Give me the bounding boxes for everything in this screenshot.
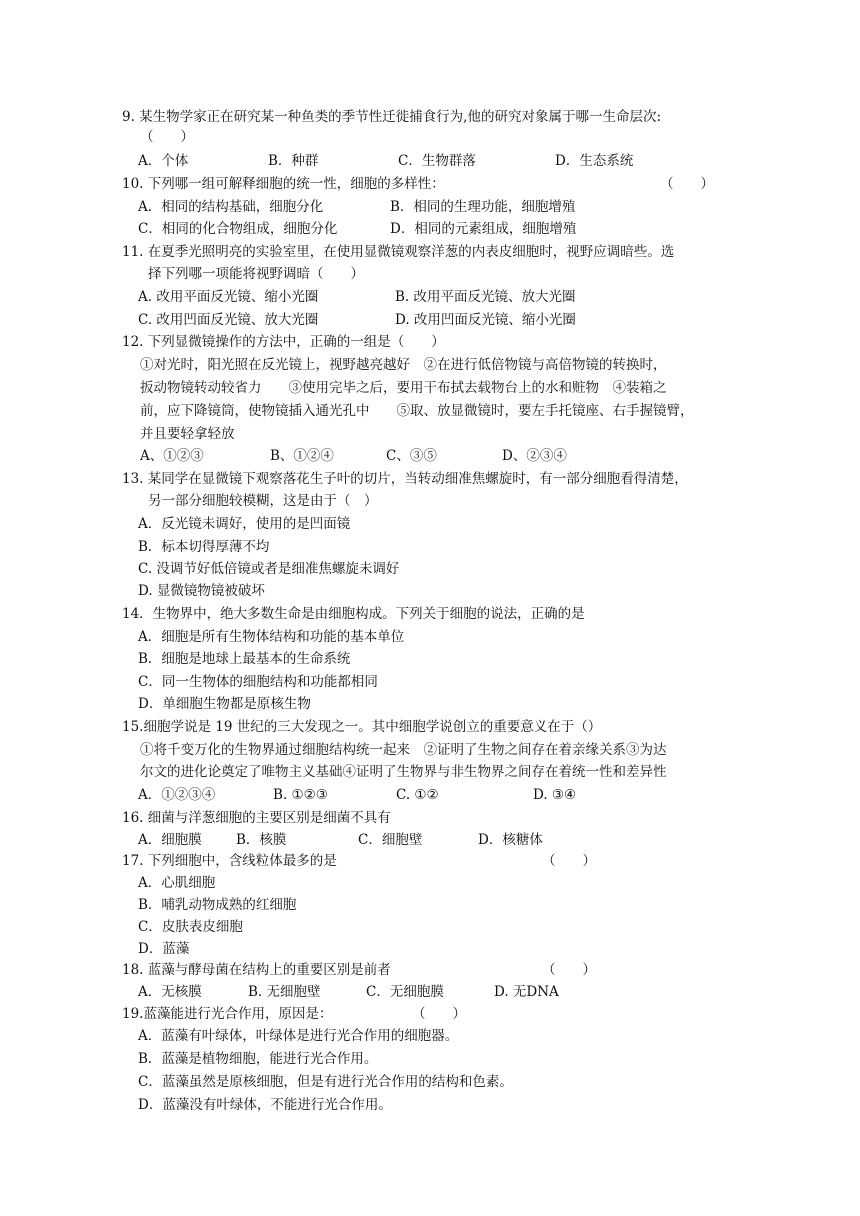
question-17-option-c: C．皮肤表皮细胞 <box>138 919 243 935</box>
question-10-answer-blank: （ ） <box>660 176 714 192</box>
question-15-option-d: D. ③④ <box>533 787 577 803</box>
question-10-option-d: D．相同的元素组成，细胞增殖 <box>390 221 577 237</box>
question-19-option-b: B．蓝藻是植物细胞，能进行光合作用。 <box>138 1051 378 1067</box>
question-9-option-d: D．生态系统 <box>555 153 634 169</box>
question-9-option-c: C．生物群落 <box>398 153 476 169</box>
question-15-statement-line: ①将千变万化的生物界通过细胞结构统一起来 ②证明了生物之间存在着亲缘关系③为达 <box>140 742 667 758</box>
question-14-option-b: B．细胞是地球上最基本的生命系统 <box>138 651 351 667</box>
question-16-stem: 16. 细菌与洋葱细胞的主要区别是细菌不具有 <box>122 810 391 826</box>
question-15-statement-line: 尔文的进化论奠定了唯物主义基础④证明了生物界与非生物界之间存在着统一性和差异性 <box>140 764 667 780</box>
question-13-stem-continued: 另一部分细胞较模糊，这是由于（ ） <box>148 493 378 509</box>
question-12-option-c: C、③⑤ <box>386 448 437 464</box>
question-17-option-b: B．哺乳动物成熟的红细胞 <box>138 897 297 913</box>
question-11-option-d: D. 改用凹面反光镜、缩小光圈 <box>395 312 576 328</box>
question-17-stem: 17. 下列细胞中，含线粒体最多的是 <box>122 853 337 869</box>
question-11-option-c: C. 改用凹面反光镜、放大光圈 <box>138 312 319 328</box>
question-11-option-b: B. 改用平面反光镜、放大光圈 <box>395 289 576 305</box>
question-17-answer-blank: （ ） <box>542 853 596 869</box>
question-12-stem: 12. 下列显微镜操作的方法中，正确的一组是（ ） <box>122 334 445 350</box>
question-15-option-c: C. ①② <box>396 787 439 803</box>
question-12-statement-line: ①对光时，阳光照在反光镜上，视野越亮越好 ②在进行低倍物镜与高倍物镜的转换时， <box>140 357 667 373</box>
question-13-option-b: B．标本切得厚薄不均 <box>138 539 270 555</box>
question-16-option-b: B．核膜 <box>236 832 287 848</box>
question-11-stem-continued: 择下列哪一项能将视野调暗（ ） <box>148 266 364 282</box>
question-9-answer-blank: （ ） <box>140 129 194 145</box>
question-14-option-d: D．单细胞生物都是原核生物 <box>138 696 311 712</box>
question-13-option-d: D. 显微镜物镜被破坏 <box>138 583 265 599</box>
question-17-option-d: D．蓝藻 <box>138 941 190 957</box>
question-11-stem: 11. 在夏季光照明亮的实验室里，在使用显微镜观察洋葱的内表皮细胞时，视野应调暗些。选 <box>122 244 675 260</box>
question-12-statement-line: 扳动物镜转动较省力 ③使用完毕之后，要用干布拭去载物台上的水和赃物 ④装箱之 <box>140 380 667 396</box>
question-15-option-a: A．①②③④ <box>138 787 216 803</box>
question-10-stem: 10. 下列哪一组可解释细胞的统一性，细胞的多样性： <box>122 176 445 192</box>
question-9-option-b: B．种群 <box>268 153 319 169</box>
question-16-option-d: D．核糖体 <box>478 832 543 848</box>
question-16-option-c: C．细胞壁 <box>358 832 423 848</box>
question-14-option-c: C．同一生物体的细胞结构和功能都相同 <box>138 674 378 690</box>
question-12-option-b: B、①②④ <box>270 448 334 464</box>
question-10-option-b: B．相同的生理功能，细胞增殖 <box>390 199 576 215</box>
question-19-answer-blank: （ ） <box>412 1006 466 1022</box>
question-10-option-c: C．相同的化合物组成，细胞分化 <box>138 221 338 237</box>
question-10-option-a: A．相同的结构基础，细胞分化 <box>138 199 324 215</box>
question-9-option-a: A．个体 <box>138 153 189 169</box>
question-19-option-a: A．蓝藻有叶绿体，叶绿体是进行光合作用的细胞器。 <box>138 1028 459 1044</box>
question-17-option-a: A．心肌细胞 <box>138 875 216 891</box>
question-18-answer-blank: （ ） <box>542 962 596 978</box>
question-18-stem: 18. 蓝藻与酵母菌在结构上的重要区别是前者 <box>122 962 391 978</box>
question-15-option-b: B. ①②③ <box>273 787 328 803</box>
question-13-option-c: C. 没调节好低倍镜或者是细准焦螺旋未调好 <box>138 561 400 577</box>
question-15-stem: 15.细胞学说是 19 世纪的三大发现之一。其中细胞学说创立的重要意义在于（） <box>122 719 602 735</box>
question-13-option-a: A．反光镜未调好，使用的是凹面镜 <box>138 516 351 532</box>
question-18-option-c: C．无细胞膜 <box>366 984 444 1000</box>
question-9-stem: 9. 某生物学家正在研究某一种鱼类的季节性迁徙捕食行为,他的研究对象属于哪一生命层次: <box>122 109 662 125</box>
question-18-option-d: D. 无DNA <box>494 984 559 1000</box>
question-11-option-a: A. 改用平面反光镜、缩小光圈 <box>138 289 319 305</box>
question-14-option-a: A．细胞是所有生物体结构和功能的基本单位 <box>138 629 405 645</box>
question-18-option-b: B. 无细胞壁 <box>248 984 321 1000</box>
question-19-option-d: D．蓝藻没有叶绿体，不能进行光合作用。 <box>138 1097 392 1113</box>
question-16-option-a: A．细胞膜 <box>138 832 202 848</box>
question-19-option-c: C．蓝藻虽然是原核细胞，但是有进行光合作用的结构和色素。 <box>138 1074 513 1090</box>
question-12-option-a: A、①②③ <box>140 448 204 464</box>
question-12-option-d: D、②③④ <box>502 448 567 464</box>
question-18-option-a: A．无核膜 <box>138 984 202 1000</box>
question-12-statement-line: 并且要轻拿轻放 <box>140 426 235 442</box>
question-14-stem: 14．生物界中，绝大多数生命是由细胞构成。下列关于细胞的说法，正确的是 <box>122 606 585 622</box>
question-19-stem: 19.蓝藻能进行光合作用，原因是： <box>122 1006 333 1022</box>
question-13-stem: 13. 某同学在显微镜下观察落花生子叶的切片，当转动细准焦螺旋时，有一部分细胞看得清楚， <box>122 471 688 487</box>
question-12-statement-line: 前，应下降镜筒，使物镜插入通光孔中 ⑤取、放显微镜时，要左手托镜座、右手握镜臂， <box>140 403 694 419</box>
